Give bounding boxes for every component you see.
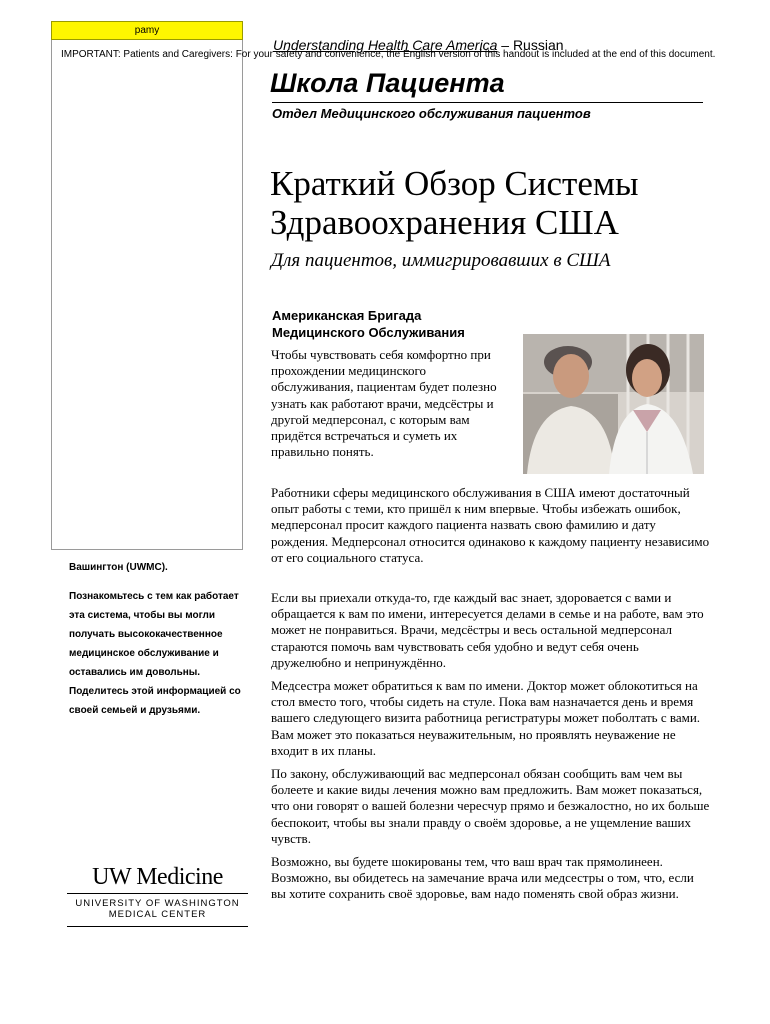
logo-institution-line: MEDICAL CENTER xyxy=(108,909,207,920)
sidebar-item: Познакомьтесь с тем как работает эта система, чтобы вы могли получать высококачественное медицинское обслуживание и оставались им довольны. Поделитесь этой информацией со своей семьей и друзьями. xyxy=(69,591,241,716)
sticky-note-label[interactable]: pamy xyxy=(51,21,243,40)
body-paragraph-2: Если вы приехали откуда-то, где каждый вас знает, здоровается с вами и обращается к вам по имени, интересуется делами в семье и на работе, вам это может не понравиться. Врачи, медсёстры и весь остальной медперсонал стараются помочь вам чувствовать себя удобно и ведут себя очень дружелюбно и непринуждённо. xyxy=(271,590,704,670)
body-paragraph-1: Работники сферы медицинского обслуживания в США имеют достаточный опыт работы с теми, кто пришёл к ним впервые. Чтобы избежать ошибок, медперсонал просит каждого пациента назвать свою фамилию и дату рождения. Медперсонал относится одинаково к каждому пациенту независимо от его социального статуса. xyxy=(271,485,710,565)
logo-bottom-divider xyxy=(67,926,248,927)
sticky-note-panel[interactable] xyxy=(51,40,243,550)
series-title: Understanding Health Care America xyxy=(273,37,498,53)
patient-nurse-photo xyxy=(523,334,704,474)
logo-institution xyxy=(67,898,248,920)
uw-medicine-logo xyxy=(67,862,248,927)
header-divider xyxy=(272,102,703,103)
sidebar-text xyxy=(69,558,244,730)
photo-illustration xyxy=(523,334,704,474)
body-paragraph-3: Медсестра может обратиться к вам по имени. Доктор может облокотиться на стол вместо того, чтобы сидеть на стуле. Пока вам назначается день и время вашего следующего визита работница регистратуры может поболтать с вами. Вам может это показаться неуважительным, но проявлять неуважение не входит в их планы. xyxy=(271,678,701,758)
series-language: – Russian xyxy=(497,37,564,53)
logo-divider xyxy=(67,893,248,894)
logo-institution-line: UNIVERSITY OF WASHINGTON xyxy=(75,898,240,909)
school-title: Школа Пациента xyxy=(270,68,505,98)
body-paragraph-5: Возможно, вы будете шокированы тем, что ваш врач так прямолинеен. Возможно, вы обидетесь на замечание врача или медсестры о том, что, если вы хотите сохранить своё здоровье, вам надо поменять свой образ жизни. xyxy=(271,854,694,902)
document-subtitle: Для пациентов, иммигрировавших в США xyxy=(271,250,611,271)
sidebar-item: Вашингтон (UWMC). xyxy=(69,562,168,573)
intro-paragraph: Чтобы чувствовать себя комфортно при прохождении медицинского обслуживания, пациентам будет полезно узнать как работают врачи, медсёстры и другой медперсонал, с которым вам придётся встречаться и суметь их правильно понять. xyxy=(271,347,497,460)
department-name: Отдел Медицинского обслуживания пациентов xyxy=(272,106,591,121)
logo-name: UW Medicine xyxy=(92,864,223,890)
important-notice: IMPORTANT: Patients and Caregivers: For your safety and convenience, the English version of this handout is included at the end of this document. xyxy=(61,49,716,60)
section-heading: Американская Бригада Медицинского Обслуживания xyxy=(272,308,465,340)
body-paragraph-4: По закону, обслуживающий вас медперсонал обязан сообщить вам чем вы болеете и какие виды лечения можно вам предложить. Вам может показаться, что они говорят о вашей болезни чересчур прямо и безжалостно, но их больше беспокоит, чтобы вы знали правду о своём здоровье, а не ущемление ваших чувств. xyxy=(271,766,710,846)
document-title: Краткий Обзор Системы Здравоохранения США xyxy=(270,164,639,242)
